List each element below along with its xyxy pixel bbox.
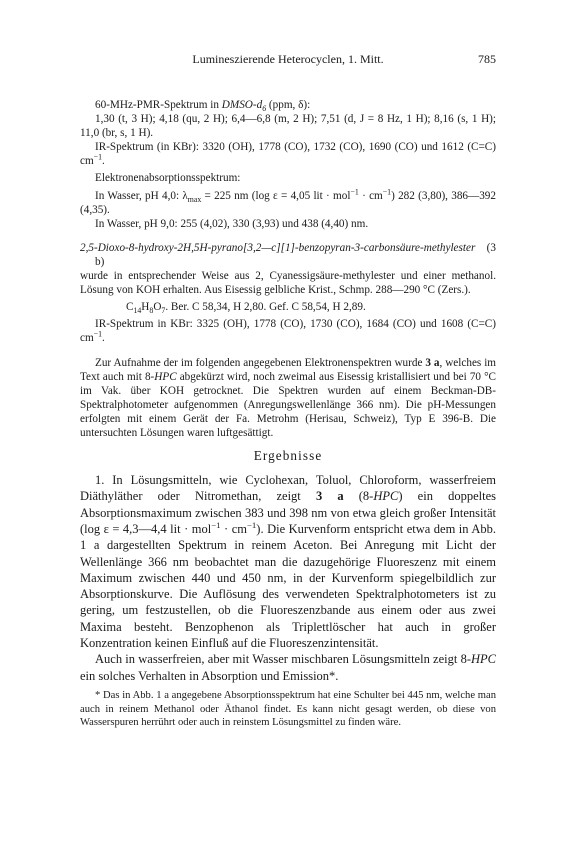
nmr-suffix: (ppm, δ): bbox=[266, 99, 311, 111]
page-number: 785 bbox=[478, 52, 496, 66]
elemental-analysis: $C_{14}H_8O_7$. Ber. C 58,34, H 2,80. Gef. C 58,54, H 2,89. bbox=[126, 301, 366, 316]
nmr-prefix: 60-MHz-PMR-Spektrum in bbox=[95, 99, 222, 111]
results-paragraph-1: 1. In Lösungsmitteln, wie Cyclohexan, Toluol, Chloroform, wasserfreiem Diäthyläther oder Nitromethan, zeigt 3 a (8-HPC) ein doppeltes Absorptionsmaximum zwischen 383 und 398 nm von etwa gleich großer Intensität (log ε = 4,3—4,4 lit · $mol^{-1} \cdot cm^{-1}$). Die Kurvenform entspricht etwa dem in Abb. 1 a dargestellten Spektrum in reinem Aceton. Bei Anregung mit Licht der Wellenlänge 366 nm beobachtet man die dazugehörige Fluoreszenz mit einem Maximum zwischen 440 und 450 nm, in der Kurvenform spiegelbildlich zur Absorptionskurve. Die Auflösung des verwendeten Spektralphotometers ist zu gering, um festzustellen, ob die Fluoreszenzbande aus einem oder aus zwei Maxima besteht. Benzophenon als Triplettlöscher hat auch in großer Konzentration keinen Einfluß auf die Fluoreszenzintensität. bbox=[80, 473, 497, 651]
footnote bbox=[80, 689, 496, 730]
methods-paragraph: Zur Aufnahme der im folgenden angegebenen Elektronenspektren wurde 3 a, welches im Text auch mit 8-HPC abgekürzt wird, noch zweimal aus Eisessig kristallisiert und bei 70 °C im Vak. über KOH getrocknet. Die Spektren wurden auf einem Beckman-DB-Spektralphotometer aufgenommen (Anregungswellenlänge 366 nm). Die pH-Messungen erfolgten mit einem Gerät der Fa. Metrohm (Herisau, Schweiz), Typ E 396-B. Die untersuchten Lösungen waren luftgesättigt. bbox=[80, 356, 497, 439]
nmr-data: 1,30 (t, 3 H); 4,18 (qu, 2 H); 6,4—6,8 (m, 2 H); 7,51 (d, J = 8 Hz, 1 H); 8,16 (s, 1 H); 11,0 (br, s, 1 H). bbox=[80, 113, 496, 140]
ea-title: Elektronenabsorptionsspektrum: bbox=[95, 172, 241, 185]
nmr-heading bbox=[80, 98, 496, 112]
compound-name: 2,5-Dioxo-8-hydroxy-2H,5H-pyrano[3,2—c][1]-benzopyran-3-carbonsäure-methylester (3 b) bbox=[80, 241, 496, 268]
results-section bbox=[80, 472, 496, 684]
ea-line-2: In Wasser, pH 9,0: 255 (4,02), 330 (3,93) und 438 (4,40) nm. bbox=[95, 217, 369, 230]
compound-preparation: wurde in entsprechender Weise aus 2, Cyanessigsäure-methylester und einer methanol. Lösung von KOH erhalten. Aus Eisessig gelbliche Krist., Schmp. 288—290 °C (Zers.). bbox=[80, 270, 496, 297]
page-body bbox=[80, 98, 496, 730]
running-title: Lumineszierende Heterocyclen, 1. Mitt. bbox=[192, 52, 384, 66]
results-paragraph-2: Auch in wasserfreien, aber mit Wasser mischbaren Lösungsmitteln zeigt 8-HPC ein solches Verhalten in Absorption und Emission*. bbox=[80, 652, 496, 683]
footnote-text: * Das in Abb. 1 a angegebene Absorptionsspektrum hat eine Schulter bei 445 nm, welche man auch in reinem Methanol oder Äthanol findet. Es kann nicht gesagt werden, ob diese von Wasserspuren herrührt oder auch in reinstem Lösungsmittel zu finden wäre. bbox=[80, 689, 496, 729]
ir-spectrum-1: IR-Spektrum (in KBr): 3320 (OH), 1778 (CO), 1732 (CO), 1690 (CO) und 1612 (C=C) $cm^{-1}$. bbox=[80, 141, 496, 168]
ir-spectrum-2: IR-Spektrum in KBr: 3325 (OH), 1778 (CO), 1730 (CO), 1684 (CO) und 1608 (C=C) $cm^{-1}$. bbox=[80, 318, 496, 345]
section-heading: Ergebnisse bbox=[253, 448, 323, 464]
experimental-section bbox=[80, 98, 496, 440]
compound-number: (3 b) bbox=[95, 241, 496, 268]
ea-line-1: In Wasser, pH 4,0: $\lambda_{max} = 225$ nm (log ε = 4,05 lit · $mol^{-1} \cdot cm^{-1}$) 282 (3,80), 386—392 (4,35). bbox=[80, 186, 496, 216]
nmr-solvent: DMSO-$d_6$ bbox=[221, 99, 267, 114]
